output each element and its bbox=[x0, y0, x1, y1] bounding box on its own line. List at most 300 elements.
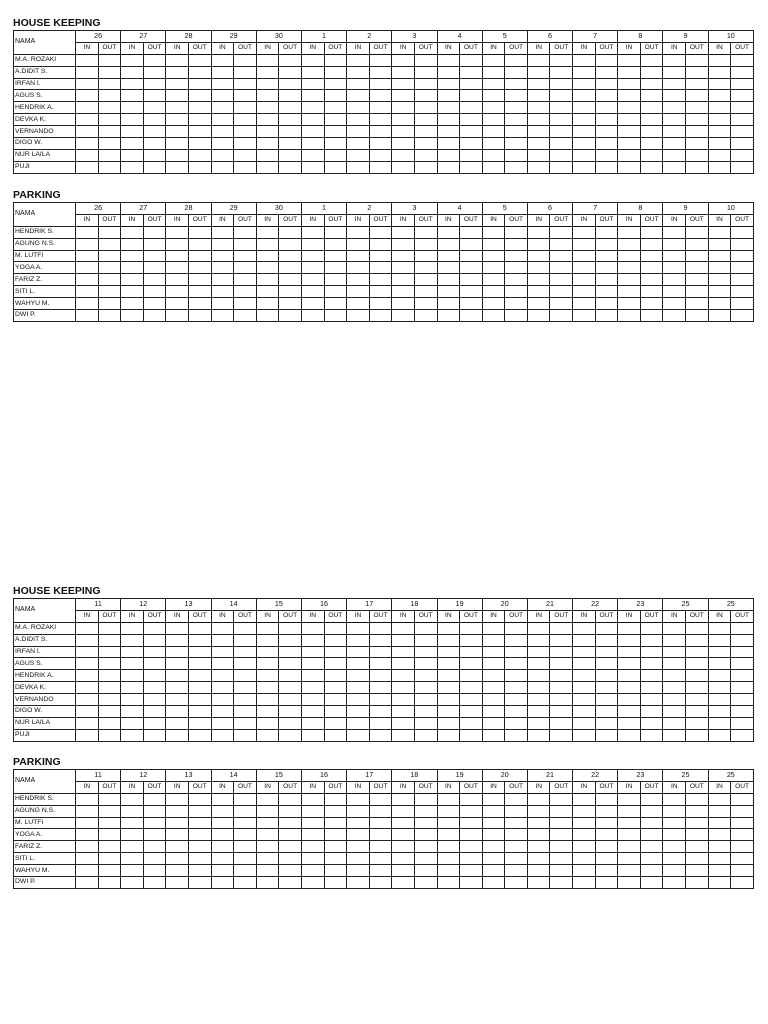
out-cell[interactable] bbox=[731, 250, 754, 262]
out-cell[interactable] bbox=[279, 286, 302, 298]
in-cell[interactable] bbox=[573, 805, 596, 817]
out-cell[interactable] bbox=[595, 658, 618, 670]
out-cell[interactable] bbox=[550, 805, 573, 817]
out-cell[interactable] bbox=[550, 238, 573, 250]
out-cell[interactable] bbox=[279, 694, 302, 706]
in-cell[interactable] bbox=[437, 622, 460, 634]
out-cell[interactable] bbox=[640, 706, 663, 718]
out-cell[interactable] bbox=[414, 250, 437, 262]
out-cell[interactable] bbox=[414, 286, 437, 298]
out-cell[interactable] bbox=[188, 149, 211, 161]
in-cell[interactable] bbox=[663, 682, 686, 694]
out-cell[interactable] bbox=[143, 694, 166, 706]
in-cell[interactable] bbox=[256, 161, 279, 173]
out-cell[interactable] bbox=[460, 829, 483, 841]
out-cell[interactable] bbox=[188, 829, 211, 841]
in-cell[interactable] bbox=[527, 102, 550, 114]
out-cell[interactable] bbox=[595, 817, 618, 829]
in-cell[interactable] bbox=[301, 829, 324, 841]
in-cell[interactable] bbox=[392, 670, 415, 682]
out-cell[interactable] bbox=[143, 286, 166, 298]
out-cell[interactable] bbox=[550, 226, 573, 238]
out-cell[interactable] bbox=[550, 90, 573, 102]
in-cell[interactable] bbox=[392, 682, 415, 694]
in-cell[interactable] bbox=[663, 658, 686, 670]
out-cell[interactable] bbox=[369, 865, 392, 877]
in-cell[interactable] bbox=[482, 226, 505, 238]
in-cell[interactable] bbox=[527, 646, 550, 658]
in-cell[interactable] bbox=[347, 841, 370, 853]
in-cell[interactable] bbox=[301, 149, 324, 161]
out-cell[interactable] bbox=[369, 310, 392, 322]
in-cell[interactable] bbox=[392, 622, 415, 634]
out-cell[interactable] bbox=[143, 126, 166, 138]
out-cell[interactable] bbox=[505, 90, 528, 102]
out-cell[interactable] bbox=[595, 717, 618, 729]
in-cell[interactable] bbox=[256, 78, 279, 90]
out-cell[interactable] bbox=[414, 694, 437, 706]
out-cell[interactable] bbox=[414, 729, 437, 741]
in-cell[interactable] bbox=[166, 298, 189, 310]
out-cell[interactable] bbox=[731, 262, 754, 274]
in-cell[interactable] bbox=[482, 126, 505, 138]
out-cell[interactable] bbox=[188, 793, 211, 805]
in-cell[interactable] bbox=[437, 865, 460, 877]
in-cell[interactable] bbox=[482, 706, 505, 718]
in-cell[interactable] bbox=[76, 805, 99, 817]
in-cell[interactable] bbox=[121, 805, 144, 817]
in-cell[interactable] bbox=[76, 78, 99, 90]
in-cell[interactable] bbox=[256, 729, 279, 741]
out-cell[interactable] bbox=[98, 138, 121, 150]
out-cell[interactable] bbox=[505, 262, 528, 274]
out-cell[interactable] bbox=[143, 102, 166, 114]
out-cell[interactable] bbox=[686, 706, 709, 718]
out-cell[interactable] bbox=[279, 78, 302, 90]
in-cell[interactable] bbox=[301, 286, 324, 298]
in-cell[interactable] bbox=[301, 817, 324, 829]
in-cell[interactable] bbox=[166, 274, 189, 286]
out-cell[interactable] bbox=[505, 310, 528, 322]
out-cell[interactable] bbox=[640, 114, 663, 126]
out-cell[interactable] bbox=[640, 126, 663, 138]
in-cell[interactable] bbox=[121, 286, 144, 298]
in-cell[interactable] bbox=[392, 90, 415, 102]
in-cell[interactable] bbox=[708, 310, 731, 322]
out-cell[interactable] bbox=[234, 286, 257, 298]
out-cell[interactable] bbox=[414, 793, 437, 805]
out-cell[interactable] bbox=[98, 877, 121, 889]
in-cell[interactable] bbox=[347, 793, 370, 805]
in-cell[interactable] bbox=[211, 138, 234, 150]
in-cell[interactable] bbox=[573, 238, 596, 250]
in-cell[interactable] bbox=[76, 274, 99, 286]
in-cell[interactable] bbox=[166, 817, 189, 829]
out-cell[interactable] bbox=[686, 877, 709, 889]
out-cell[interactable] bbox=[369, 717, 392, 729]
out-cell[interactable] bbox=[640, 149, 663, 161]
out-cell[interactable] bbox=[188, 670, 211, 682]
out-cell[interactable] bbox=[686, 717, 709, 729]
out-cell[interactable] bbox=[460, 66, 483, 78]
out-cell[interactable] bbox=[731, 298, 754, 310]
in-cell[interactable] bbox=[663, 805, 686, 817]
in-cell[interactable] bbox=[301, 658, 324, 670]
in-cell[interactable] bbox=[527, 682, 550, 694]
in-cell[interactable] bbox=[437, 149, 460, 161]
out-cell[interactable] bbox=[414, 138, 437, 150]
in-cell[interactable] bbox=[347, 853, 370, 865]
in-cell[interactable] bbox=[437, 226, 460, 238]
in-cell[interactable] bbox=[392, 78, 415, 90]
out-cell[interactable] bbox=[731, 646, 754, 658]
in-cell[interactable] bbox=[301, 682, 324, 694]
out-cell[interactable] bbox=[324, 670, 347, 682]
in-cell[interactable] bbox=[437, 706, 460, 718]
in-cell[interactable] bbox=[301, 226, 324, 238]
in-cell[interactable] bbox=[437, 729, 460, 741]
in-cell[interactable] bbox=[166, 841, 189, 853]
in-cell[interactable] bbox=[527, 286, 550, 298]
out-cell[interactable] bbox=[505, 149, 528, 161]
out-cell[interactable] bbox=[188, 682, 211, 694]
in-cell[interactable] bbox=[256, 149, 279, 161]
in-cell[interactable] bbox=[618, 694, 641, 706]
in-cell[interactable] bbox=[527, 877, 550, 889]
out-cell[interactable] bbox=[369, 634, 392, 646]
out-cell[interactable] bbox=[98, 274, 121, 286]
out-cell[interactable] bbox=[550, 877, 573, 889]
out-cell[interactable] bbox=[686, 729, 709, 741]
in-cell[interactable] bbox=[708, 274, 731, 286]
in-cell[interactable] bbox=[527, 250, 550, 262]
in-cell[interactable] bbox=[437, 853, 460, 865]
in-cell[interactable] bbox=[301, 138, 324, 150]
out-cell[interactable] bbox=[414, 877, 437, 889]
in-cell[interactable] bbox=[482, 262, 505, 274]
in-cell[interactable] bbox=[301, 865, 324, 877]
in-cell[interactable] bbox=[663, 102, 686, 114]
out-cell[interactable] bbox=[640, 310, 663, 322]
in-cell[interactable] bbox=[347, 250, 370, 262]
in-cell[interactable] bbox=[256, 706, 279, 718]
in-cell[interactable] bbox=[392, 658, 415, 670]
out-cell[interactable] bbox=[595, 149, 618, 161]
out-cell[interactable] bbox=[640, 841, 663, 853]
out-cell[interactable] bbox=[188, 853, 211, 865]
out-cell[interactable] bbox=[414, 78, 437, 90]
in-cell[interactable] bbox=[301, 670, 324, 682]
in-cell[interactable] bbox=[121, 54, 144, 66]
out-cell[interactable] bbox=[550, 149, 573, 161]
out-cell[interactable] bbox=[324, 694, 347, 706]
in-cell[interactable] bbox=[256, 262, 279, 274]
in-cell[interactable] bbox=[121, 66, 144, 78]
in-cell[interactable] bbox=[211, 622, 234, 634]
out-cell[interactable] bbox=[640, 250, 663, 262]
out-cell[interactable] bbox=[460, 161, 483, 173]
out-cell[interactable] bbox=[188, 78, 211, 90]
in-cell[interactable] bbox=[211, 114, 234, 126]
in-cell[interactable] bbox=[573, 817, 596, 829]
out-cell[interactable] bbox=[324, 877, 347, 889]
out-cell[interactable] bbox=[369, 670, 392, 682]
out-cell[interactable] bbox=[279, 622, 302, 634]
out-cell[interactable] bbox=[595, 853, 618, 865]
in-cell[interactable] bbox=[527, 90, 550, 102]
out-cell[interactable] bbox=[595, 274, 618, 286]
out-cell[interactable] bbox=[595, 706, 618, 718]
in-cell[interactable] bbox=[76, 646, 99, 658]
in-cell[interactable] bbox=[573, 682, 596, 694]
in-cell[interactable] bbox=[301, 78, 324, 90]
out-cell[interactable] bbox=[143, 66, 166, 78]
out-cell[interactable] bbox=[188, 298, 211, 310]
in-cell[interactable] bbox=[482, 138, 505, 150]
out-cell[interactable] bbox=[414, 149, 437, 161]
in-cell[interactable] bbox=[166, 646, 189, 658]
in-cell[interactable] bbox=[301, 310, 324, 322]
out-cell[interactable] bbox=[324, 286, 347, 298]
out-cell[interactable] bbox=[460, 853, 483, 865]
out-cell[interactable] bbox=[414, 670, 437, 682]
out-cell[interactable] bbox=[369, 829, 392, 841]
in-cell[interactable] bbox=[301, 805, 324, 817]
in-cell[interactable] bbox=[166, 238, 189, 250]
in-cell[interactable] bbox=[166, 717, 189, 729]
out-cell[interactable] bbox=[414, 717, 437, 729]
in-cell[interactable] bbox=[618, 670, 641, 682]
out-cell[interactable] bbox=[460, 694, 483, 706]
in-cell[interactable] bbox=[166, 670, 189, 682]
out-cell[interactable] bbox=[234, 817, 257, 829]
out-cell[interactable] bbox=[460, 274, 483, 286]
out-cell[interactable] bbox=[234, 138, 257, 150]
in-cell[interactable] bbox=[211, 126, 234, 138]
in-cell[interactable] bbox=[256, 877, 279, 889]
out-cell[interactable] bbox=[369, 238, 392, 250]
out-cell[interactable] bbox=[414, 226, 437, 238]
out-cell[interactable] bbox=[460, 877, 483, 889]
in-cell[interactable] bbox=[392, 706, 415, 718]
in-cell[interactable] bbox=[211, 829, 234, 841]
in-cell[interactable] bbox=[618, 634, 641, 646]
out-cell[interactable] bbox=[98, 66, 121, 78]
in-cell[interactable] bbox=[121, 622, 144, 634]
out-cell[interactable] bbox=[595, 841, 618, 853]
out-cell[interactable] bbox=[279, 706, 302, 718]
out-cell[interactable] bbox=[414, 90, 437, 102]
out-cell[interactable] bbox=[731, 729, 754, 741]
out-cell[interactable] bbox=[505, 793, 528, 805]
in-cell[interactable] bbox=[527, 274, 550, 286]
in-cell[interactable] bbox=[708, 78, 731, 90]
out-cell[interactable] bbox=[98, 670, 121, 682]
out-cell[interactable] bbox=[505, 102, 528, 114]
in-cell[interactable] bbox=[211, 670, 234, 682]
in-cell[interactable] bbox=[347, 274, 370, 286]
in-cell[interactable] bbox=[76, 670, 99, 682]
out-cell[interactable] bbox=[460, 841, 483, 853]
in-cell[interactable] bbox=[708, 841, 731, 853]
out-cell[interactable] bbox=[550, 694, 573, 706]
in-cell[interactable] bbox=[573, 634, 596, 646]
in-cell[interactable] bbox=[76, 161, 99, 173]
out-cell[interactable] bbox=[460, 682, 483, 694]
in-cell[interactable] bbox=[392, 149, 415, 161]
in-cell[interactable] bbox=[121, 694, 144, 706]
out-cell[interactable] bbox=[640, 622, 663, 634]
in-cell[interactable] bbox=[256, 622, 279, 634]
in-cell[interactable] bbox=[347, 54, 370, 66]
out-cell[interactable] bbox=[505, 682, 528, 694]
out-cell[interactable] bbox=[279, 670, 302, 682]
in-cell[interactable] bbox=[708, 817, 731, 829]
out-cell[interactable] bbox=[234, 853, 257, 865]
out-cell[interactable] bbox=[234, 126, 257, 138]
in-cell[interactable] bbox=[708, 102, 731, 114]
in-cell[interactable] bbox=[347, 114, 370, 126]
in-cell[interactable] bbox=[211, 646, 234, 658]
out-cell[interactable] bbox=[460, 286, 483, 298]
in-cell[interactable] bbox=[392, 310, 415, 322]
out-cell[interactable] bbox=[460, 250, 483, 262]
out-cell[interactable] bbox=[550, 138, 573, 150]
out-cell[interactable] bbox=[369, 817, 392, 829]
out-cell[interactable] bbox=[369, 274, 392, 286]
out-cell[interactable] bbox=[369, 138, 392, 150]
in-cell[interactable] bbox=[437, 114, 460, 126]
in-cell[interactable] bbox=[618, 114, 641, 126]
in-cell[interactable] bbox=[482, 717, 505, 729]
in-cell[interactable] bbox=[166, 90, 189, 102]
out-cell[interactable] bbox=[414, 238, 437, 250]
in-cell[interactable] bbox=[437, 66, 460, 78]
out-cell[interactable] bbox=[324, 90, 347, 102]
in-cell[interactable] bbox=[482, 729, 505, 741]
out-cell[interactable] bbox=[98, 865, 121, 877]
out-cell[interactable] bbox=[143, 54, 166, 66]
out-cell[interactable] bbox=[143, 634, 166, 646]
out-cell[interactable] bbox=[550, 622, 573, 634]
out-cell[interactable] bbox=[731, 793, 754, 805]
in-cell[interactable] bbox=[437, 54, 460, 66]
out-cell[interactable] bbox=[686, 102, 709, 114]
out-cell[interactable] bbox=[505, 729, 528, 741]
in-cell[interactable] bbox=[618, 250, 641, 262]
in-cell[interactable] bbox=[527, 634, 550, 646]
out-cell[interactable] bbox=[550, 102, 573, 114]
out-cell[interactable] bbox=[143, 138, 166, 150]
out-cell[interactable] bbox=[505, 841, 528, 853]
in-cell[interactable] bbox=[437, 793, 460, 805]
in-cell[interactable] bbox=[482, 149, 505, 161]
out-cell[interactable] bbox=[731, 310, 754, 322]
in-cell[interactable] bbox=[482, 66, 505, 78]
out-cell[interactable] bbox=[731, 634, 754, 646]
in-cell[interactable] bbox=[663, 161, 686, 173]
in-cell[interactable] bbox=[392, 226, 415, 238]
out-cell[interactable] bbox=[595, 877, 618, 889]
out-cell[interactable] bbox=[369, 114, 392, 126]
out-cell[interactable] bbox=[98, 310, 121, 322]
in-cell[interactable] bbox=[301, 646, 324, 658]
in-cell[interactable] bbox=[527, 670, 550, 682]
in-cell[interactable] bbox=[573, 694, 596, 706]
out-cell[interactable] bbox=[414, 274, 437, 286]
in-cell[interactable] bbox=[121, 706, 144, 718]
out-cell[interactable] bbox=[595, 298, 618, 310]
in-cell[interactable] bbox=[573, 286, 596, 298]
out-cell[interactable] bbox=[98, 102, 121, 114]
out-cell[interactable] bbox=[324, 161, 347, 173]
in-cell[interactable] bbox=[121, 310, 144, 322]
out-cell[interactable] bbox=[460, 102, 483, 114]
out-cell[interactable] bbox=[460, 634, 483, 646]
in-cell[interactable] bbox=[482, 670, 505, 682]
in-cell[interactable] bbox=[708, 161, 731, 173]
out-cell[interactable] bbox=[550, 646, 573, 658]
in-cell[interactable] bbox=[76, 793, 99, 805]
out-cell[interactable] bbox=[279, 114, 302, 126]
in-cell[interactable] bbox=[527, 161, 550, 173]
in-cell[interactable] bbox=[347, 90, 370, 102]
in-cell[interactable] bbox=[211, 706, 234, 718]
in-cell[interactable] bbox=[437, 250, 460, 262]
in-cell[interactable] bbox=[527, 78, 550, 90]
in-cell[interactable] bbox=[256, 90, 279, 102]
in-cell[interactable] bbox=[347, 238, 370, 250]
in-cell[interactable] bbox=[166, 102, 189, 114]
in-cell[interactable] bbox=[392, 865, 415, 877]
out-cell[interactable] bbox=[324, 250, 347, 262]
in-cell[interactable] bbox=[618, 865, 641, 877]
out-cell[interactable] bbox=[143, 78, 166, 90]
in-cell[interactable] bbox=[482, 829, 505, 841]
in-cell[interactable] bbox=[437, 78, 460, 90]
in-cell[interactable] bbox=[392, 286, 415, 298]
in-cell[interactable] bbox=[392, 717, 415, 729]
out-cell[interactable] bbox=[505, 126, 528, 138]
out-cell[interactable] bbox=[460, 78, 483, 90]
out-cell[interactable] bbox=[188, 694, 211, 706]
out-cell[interactable] bbox=[188, 102, 211, 114]
in-cell[interactable] bbox=[166, 634, 189, 646]
out-cell[interactable] bbox=[731, 817, 754, 829]
out-cell[interactable] bbox=[143, 238, 166, 250]
out-cell[interactable] bbox=[595, 793, 618, 805]
out-cell[interactable] bbox=[143, 865, 166, 877]
in-cell[interactable] bbox=[166, 694, 189, 706]
out-cell[interactable] bbox=[640, 54, 663, 66]
in-cell[interactable] bbox=[301, 634, 324, 646]
out-cell[interactable] bbox=[98, 706, 121, 718]
out-cell[interactable] bbox=[143, 298, 166, 310]
in-cell[interactable] bbox=[256, 66, 279, 78]
out-cell[interactable] bbox=[640, 138, 663, 150]
in-cell[interactable] bbox=[76, 817, 99, 829]
in-cell[interactable] bbox=[256, 114, 279, 126]
out-cell[interactable] bbox=[460, 805, 483, 817]
out-cell[interactable] bbox=[279, 865, 302, 877]
in-cell[interactable] bbox=[347, 310, 370, 322]
in-cell[interactable] bbox=[573, 126, 596, 138]
out-cell[interactable] bbox=[234, 262, 257, 274]
out-cell[interactable] bbox=[505, 829, 528, 841]
out-cell[interactable] bbox=[686, 54, 709, 66]
out-cell[interactable] bbox=[460, 622, 483, 634]
in-cell[interactable] bbox=[121, 634, 144, 646]
